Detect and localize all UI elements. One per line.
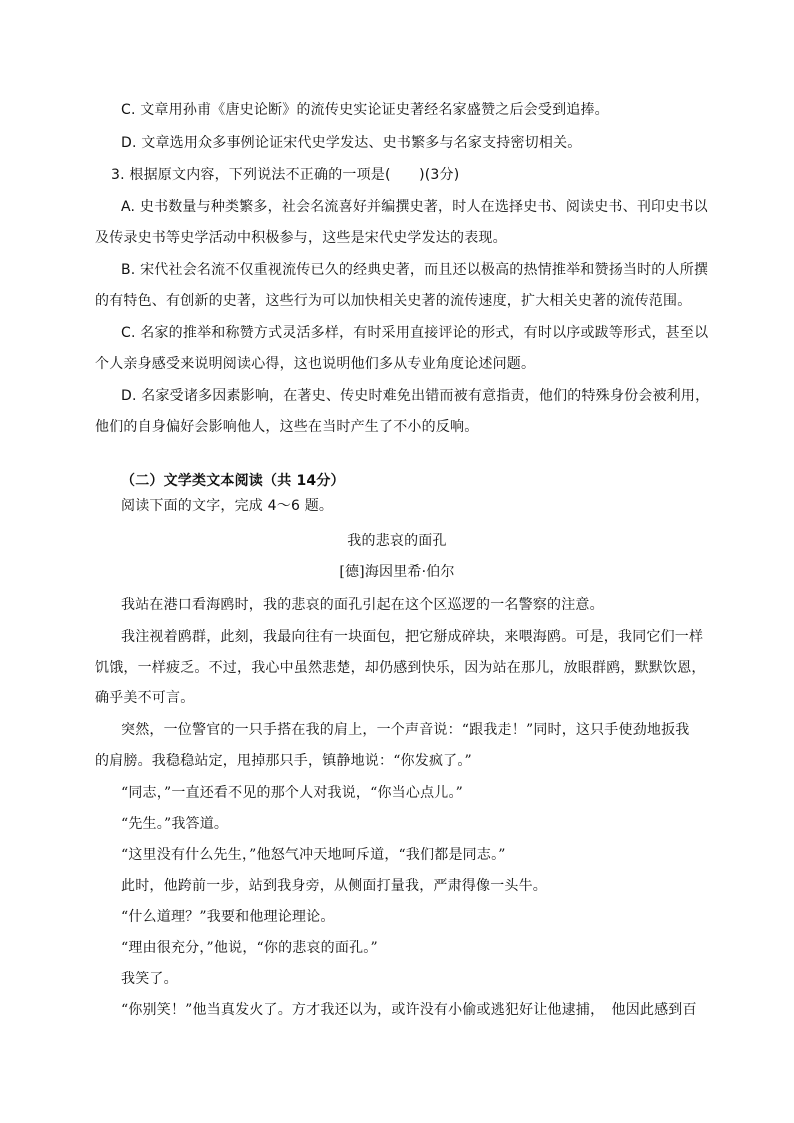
story-paragraph-2-line-3: 确乎美不可言。 (95, 690, 195, 706)
story-paragraph-2-line-1: 我注视着鸥群，此刻，我最向往有一块面包，把它掰成碎块，来喂海鸥。可是，我同它们一样 (121, 629, 704, 645)
option-d-line: D. 文章选用众多事例论证宋代史学发达、史书繁多与名家支持密切相关。 (121, 135, 582, 151)
q3-option-c-line-2: 个人亲身感受来说明阅读心得，这也说明他们多从专业角度论述问题。 (95, 356, 536, 372)
story-paragraph-6: “这里没有什么先生，”他怒气冲天地呵斥道，“我们都是同志。” (121, 847, 506, 863)
story-paragraph-9: “理由很充分，”他说，“你的悲哀的面孔。” (121, 940, 378, 956)
q3-option-a-line-1: A. 史书数量与种类繁多，社会名流喜好并编撰史著，时人在选择史书、阅读史书、刊印史书以 (121, 199, 708, 215)
story-paragraph-11: “你别笑！”他当真发火了。方才我还以为，或许没有小偷或逃犯好让他逮捕， 他因此感到百 (121, 1002, 697, 1018)
section-heading: （二）文学类文本阅读（共 14分） (121, 473, 345, 489)
q3-option-b-line-2: 的有特色、有创新的史著，这些行为可以加快相关史著的流传速度，扩大相关史著的流传范围。 (95, 293, 692, 309)
story-title: 我的悲哀的面孔 (347, 533, 447, 549)
q3-option-d-line-2: 他们的自身偏好会影响他人，这些在当时产生了不小的反响。 (95, 419, 479, 435)
story-paragraph-4: “同志，”一直还看不见的那个人对我说，“你当心点儿。” (121, 785, 464, 801)
q3-option-d-line-1: D. 名家受诸多因素影响，在著史、传史时难免出错而被有意指责，他们的特殊身份会被利用， (121, 388, 710, 404)
story-author: [德]海因里希·伯尔 (339, 564, 455, 580)
q3-option-c-line-1: C. 名家的推举和称赞方式灵活多样，有时采用直接评论的形式，有时以序或跋等形式，甚至以 (121, 325, 709, 341)
story-paragraph-3-line-2: 的肩膀。我稳稳站定，甩掉那只手，镇静地说：“你发疯了。” (95, 753, 472, 769)
section-instruction: 阅读下面的文字，完成 4～6 题。 (121, 498, 334, 514)
q3-option-b-line-1: B. 宋代社会名流不仅重视流传已久的经典史著，而且还以极高的热情推举和赞扬当时的人所撰 (121, 262, 709, 278)
story-paragraph-2-line-2: 饥饿，一样疲乏。不过，我心中虽然悲楚，却仍感到快乐，因为站在那儿，放眼群鸥，默默饮恩， (95, 660, 706, 676)
story-paragraph-3-line-1: 突然，一位警官的一只手搭在我的肩上，一个声音说：“跟我走！”同时，这只手使劲地扳我 (121, 722, 690, 738)
story-paragraph-8: “什么道理？”我要和他理论理论。 (121, 909, 335, 925)
story-paragraph-7: 此时，他跨前一步，站到我身旁，从侧面打量我，严肃得像一头牛。 (121, 878, 547, 894)
story-paragraph-10: 我笑了。 (121, 971, 178, 987)
question-3: 3. 根据原文内容，下列说法不正确的一项是( )(3分) (111, 167, 460, 183)
story-paragraph-1: 我站在港口看海鸥时，我的悲哀的面孔引起在这个区巡逻的一名警察的注意。 (121, 597, 604, 613)
q3-option-a-line-2: 及传录史书等史学活动中积极参与，这些是宋代史学发达的表现。 (95, 230, 507, 246)
story-paragraph-5: “先生。”我答道。 (121, 816, 229, 832)
option-c-line: C. 文章用孙甫《唐史论断》的流传史实论证史著经名家盛赞之后会受到追捧。 (121, 102, 609, 118)
